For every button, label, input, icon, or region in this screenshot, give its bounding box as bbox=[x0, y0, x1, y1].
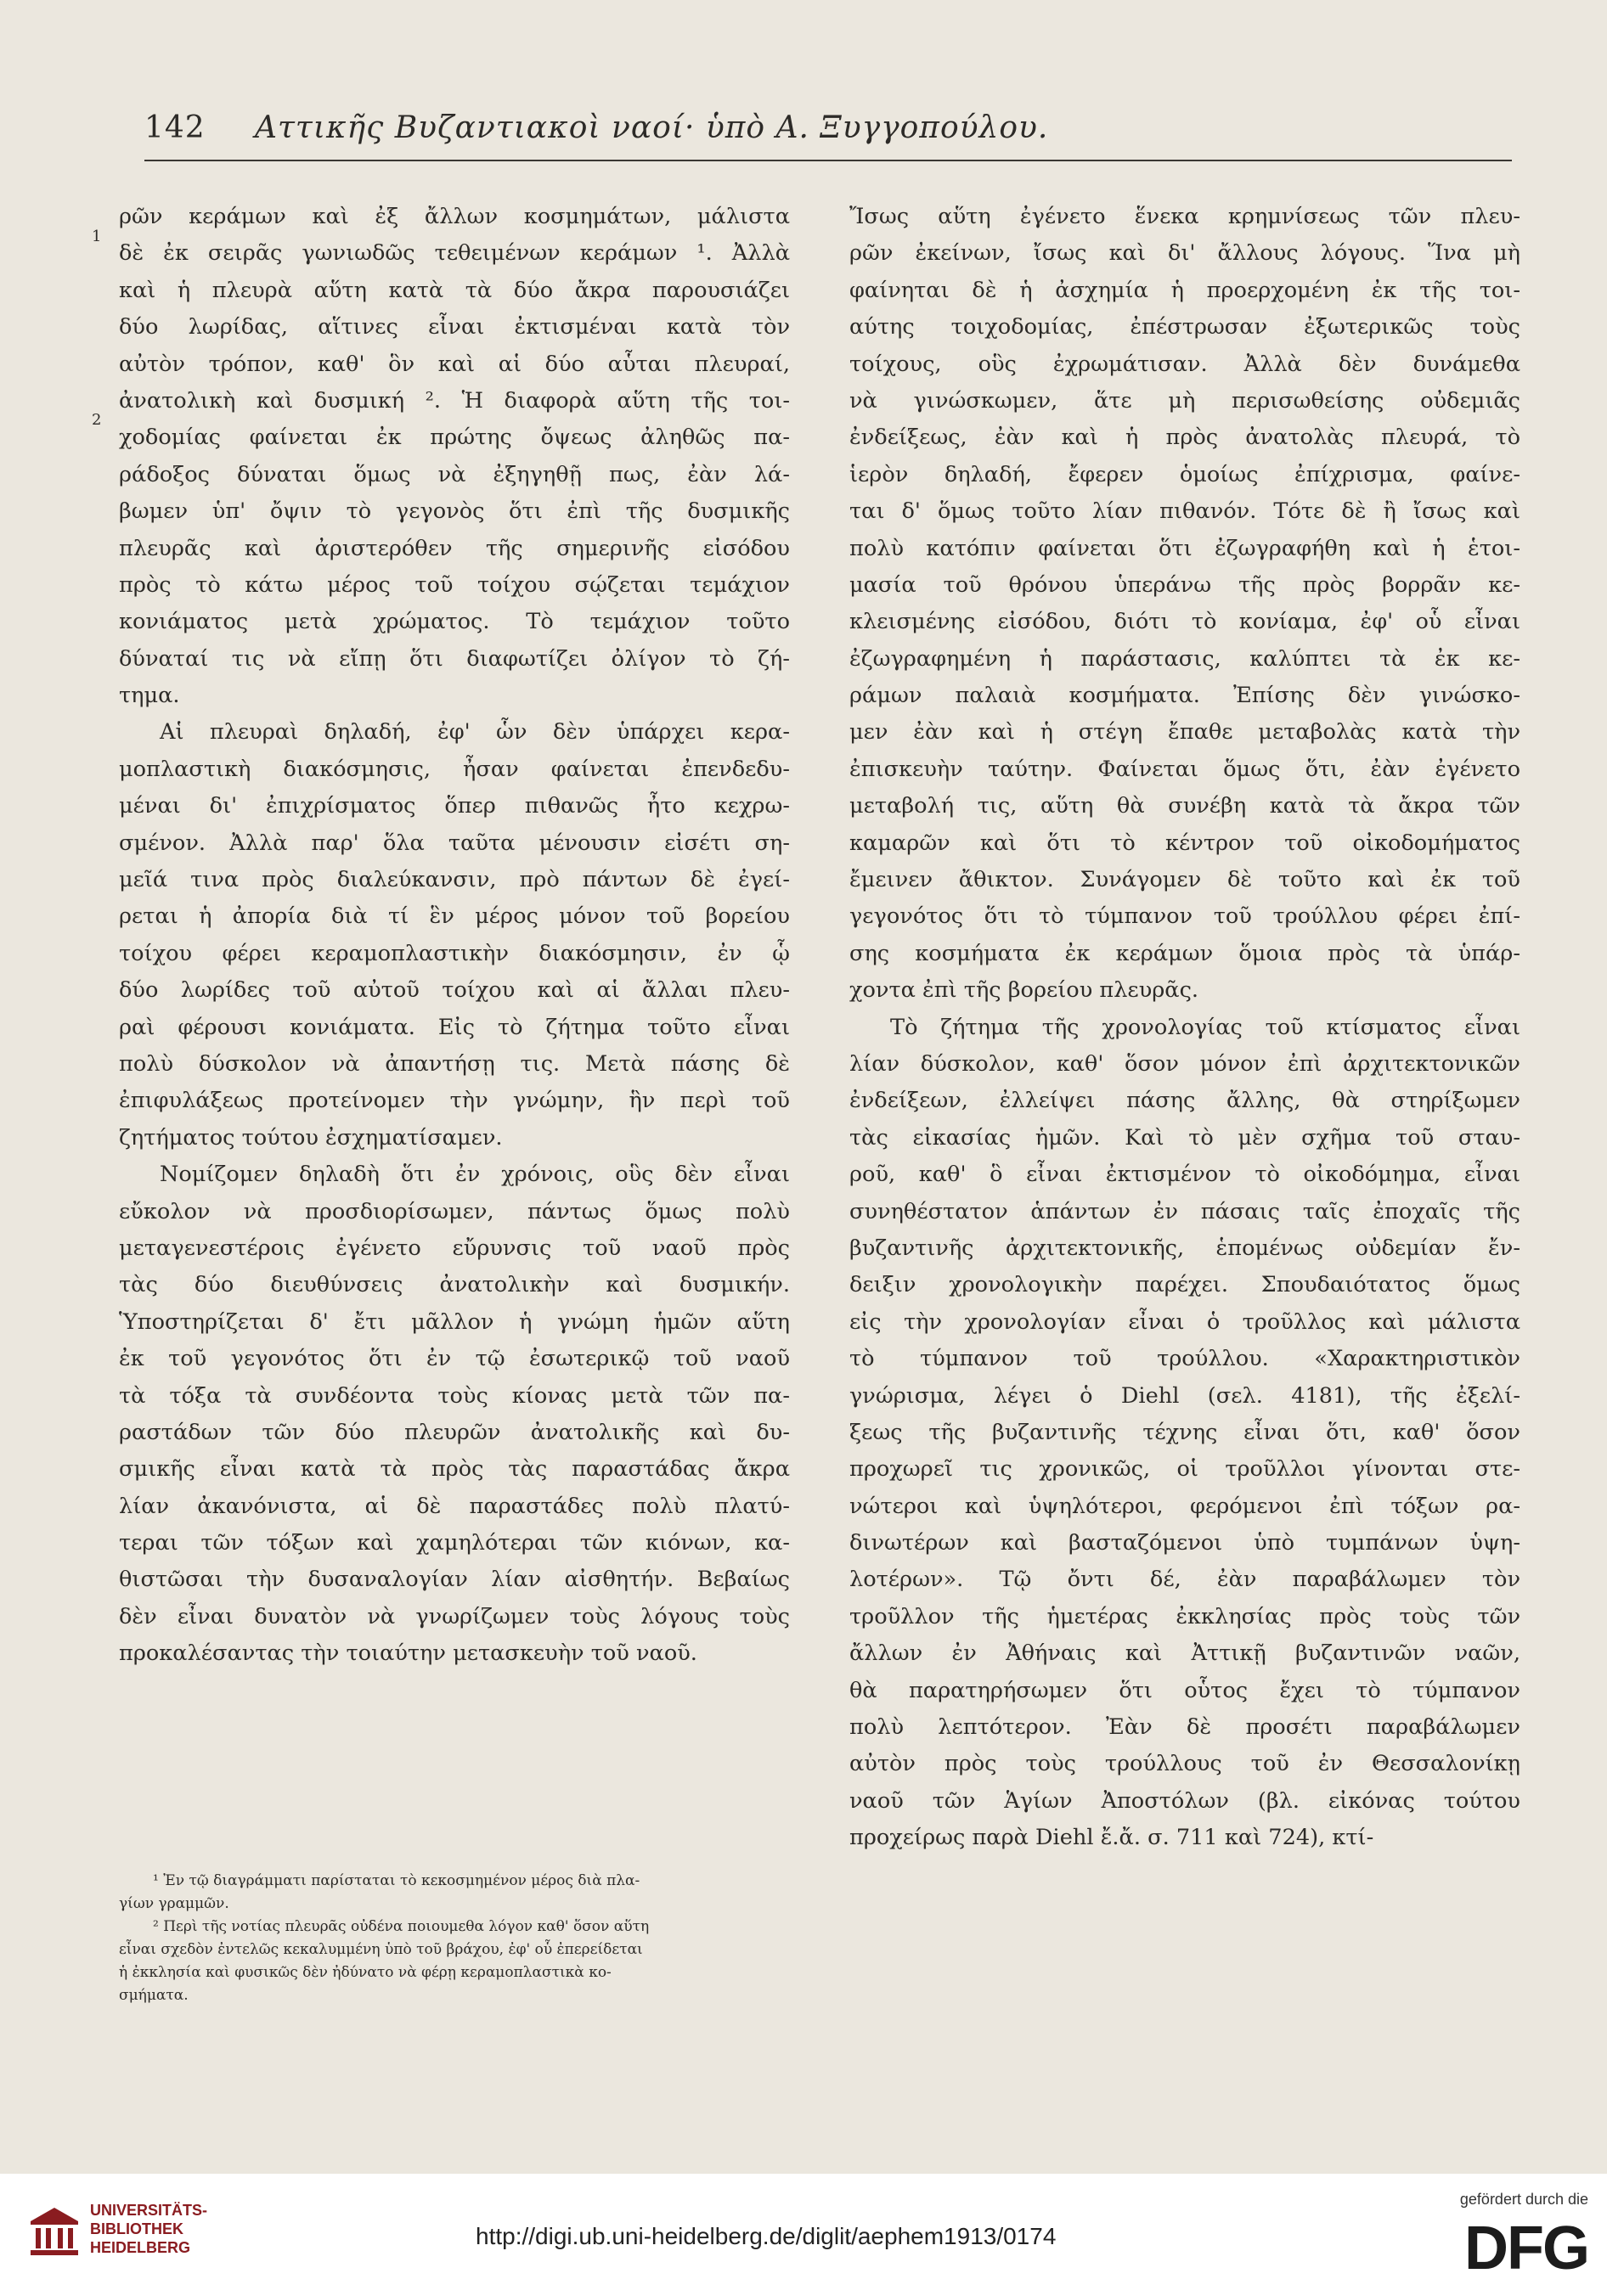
text-line: δύο λωρίδας, αἵτινες εἶναι ἐκτισμέναι κατὰ τὸν bbox=[119, 314, 790, 340]
text-line: μεν ἐὰν καὶ ἡ στέγη ἔπαθε μεταβολὰς κατὰ τὴν bbox=[849, 719, 1520, 746]
footnote-line: ἡ ἐκκλησία καὶ φυσικῶς δὲν ἠδύνατο νὰ φέρῃ κεραμοπλαστικὰ κο- bbox=[119, 1964, 612, 1981]
text-line: πολὺ δύσκολον νὰ ἀπαντήσῃ τις. Μετὰ πάσης δὲ bbox=[119, 1050, 790, 1077]
text-line: δύναταί τις νὰ εἴπῃ ὅτι διαφωτίζει ὀλίγον τὸ ζή- bbox=[119, 645, 790, 672]
university-library-logo-icon bbox=[27, 2204, 82, 2259]
text-line: ραὶ φέρουσι κονιάματα. Εἰς τὸ ζήτημα τοῦτο εἶναι bbox=[119, 1014, 790, 1040]
text-line: αὐτὸν πρὸς τοὺς τρούλλους τοῦ ἐν Θεσσαλονίκῃ bbox=[849, 1751, 1520, 1777]
page-header bbox=[144, 110, 1512, 161]
text-line: ναοῦ τῶν Ἁγίων Ἀποστόλων (βλ. εἰκόνας τούτου bbox=[849, 1787, 1520, 1814]
footnote-line: ² Περὶ τῆς νοτίας πλευρᾶς οὐδένα ποιουμεθα λόγον καθ' ὅσον αὕτη bbox=[153, 1918, 650, 1935]
text-line: πολὺ λεπτότερον. Ἐὰν δὲ προσέτι παραβάλωμεν bbox=[849, 1714, 1520, 1741]
text-line: τὰ τόξα τὰ συνδέοντα τοὺς κίονας μετὰ τῶν πα- bbox=[119, 1382, 790, 1409]
text-line: μεῖά τινα πρὸς διαλεύκανσιν, πρὸ πάντων δὲ ἐγεί- bbox=[119, 867, 790, 893]
text-line: ζητήματος τούτου ἐσχηματίσαμεν. bbox=[119, 1124, 503, 1151]
text-line: δύο λωρίδες τοῦ αὐτοῦ τοίχου καὶ αἱ ἄλλαι πλευ- bbox=[119, 977, 790, 1004]
text-line: τοίχου φέρει κεραμοπλαστικὴν διακόσμησιν, ἐν ᾧ bbox=[119, 940, 790, 966]
text-line: χοντα ἐπὶ τῆς βορείου πλευρᾶς. bbox=[849, 977, 1199, 1004]
text-line: βωμεν ὑπ' ὄψιν τὸ γεγονὸς ὅτι ἐπὶ τῆς δυσμικῆς bbox=[119, 498, 790, 525]
text-line: συνηθέστατον ἁπάντων ἐν πάσαις ταῖς ἐποχαῖς τῆς bbox=[849, 1198, 1520, 1224]
text-line: προχωρεῖ τις χρονικῶς, οἱ τροῦλλοι γίνονται στε- bbox=[849, 1456, 1520, 1483]
text-line: πλευρᾶς καὶ ἀριστερόθεν τῆς σημερινῆς εἰσόδου bbox=[119, 535, 790, 561]
margin-note-1: 1 bbox=[92, 228, 102, 245]
text-line: ἐνδείξεων, ἐλλείψει πάσης ἄλλης, θὰ στηρίξωμεν bbox=[849, 1088, 1520, 1114]
text-line: σης κοσμήματα ἐκ κεράμων ὅμοια πρὸς τὰ ὑπάρ- bbox=[849, 940, 1520, 966]
text-line: Νομίζομεν δηλαδὴ ὅτι ἐν χρόνοις, οὓς δὲν εἶναι bbox=[160, 1162, 790, 1188]
text-line: κλεισμένης εἰσόδου, διότι τὸ κονίαμα, ἐφ' οὗ εἶναι bbox=[849, 609, 1520, 635]
text-line: ράμων παλαιὰ κοσμήματα. Ἐπίσης δὲν γινώσκο- bbox=[849, 683, 1520, 709]
text-line: ἐζωγραφημένη ἡ παράστασις, καλύπτει τὰ ἐκ κε- bbox=[849, 645, 1520, 672]
text-line: προχείρως παρὰ Diehl ἔ.ἄ. σ. 711 καὶ 724), κτί- bbox=[849, 1825, 1374, 1851]
text-line: λίαν ἀκανόνιστα, αἱ δὲ παραστάδες πολὺ πλατύ- bbox=[119, 1493, 790, 1519]
text-line: νὰ γινώσκωμεν, ἅτε μὴ περισωθείσης οὐδεμιᾶς bbox=[849, 387, 1520, 414]
text-line: βυζαντινῆς ἀρχιτεκτονικῆς, ἑπομένως οὐδεμίαν ἔν- bbox=[849, 1235, 1520, 1261]
text-line: ἐπιφυλάξεως προτείνομεν τὴν γνώμην, ἣν περὶ τοῦ bbox=[119, 1088, 790, 1114]
text-line: ἔμεινεν ἄθικτον. Συνάγομεν δὲ τοῦτο καὶ ἐκ τοῦ bbox=[849, 867, 1520, 893]
permalink[interactable]: http://digi.ub.uni-heidelberg.de/diglit/aephem1913/0174 bbox=[476, 2223, 1057, 2249]
text-line: ἐκ τοῦ γεγονότος ὅτι ἐν τῷ ἐσωτερικῷ τοῦ ναοῦ bbox=[119, 1346, 790, 1372]
text-line: νώτεροι καὶ ὑψηλότεροι, φερόμενοι ἐπὶ τόξων ρα- bbox=[849, 1493, 1520, 1519]
funded-by-label: gefördert durch die bbox=[1459, 2191, 1588, 2208]
text-line: γεγονότος ὅτι τὸ τύμπανον τοῦ τρούλλου φέρει ἐπί- bbox=[849, 903, 1520, 930]
text-line: ἄλλων ἐν Ἀθήναις καὶ Ἀττικῇ βυζαντινῶν ναῶν, bbox=[849, 1640, 1520, 1667]
text-line: ρῶν ἐκείνων, ἴσως καὶ δι' ἄλλους λόγους. Ἵνα μὴ bbox=[849, 240, 1520, 267]
header-rule bbox=[144, 160, 1512, 161]
text-line: Τὸ ζήτημα τῆς χρονολογίας τοῦ κτίσματος εἶναι bbox=[890, 1014, 1520, 1040]
text-line: Αἱ πλευραὶ δηλαδή, ἐφ' ὧν δὲν ὑπάρχει κερα- bbox=[160, 719, 790, 746]
text-line: δινωτέρων καὶ βασταζόμενοι ὑπὸ τυμπάνων ὑψη- bbox=[849, 1530, 1520, 1556]
text-line: μέναι δι' ἐπιχρίσματος ὅπερ πιθανῶς ἦτο κεχρω- bbox=[119, 793, 790, 819]
text-line: ἀνατολικὴ καὶ δυσμική ². Ἡ διαφορὰ αὕτη τῆς τοι- bbox=[119, 387, 790, 414]
text-line: προκαλέσαντας τὴν τοιαύτην μετασκευὴν τοῦ ναοῦ. bbox=[119, 1640, 697, 1667]
text-line: θὰ παρατηρήσωμεν ὅτι οὗτος ἔχει τὸ τύμπανον bbox=[849, 1677, 1520, 1703]
text-line: δὲ ἐκ σειρᾶς γωνιωδῶς τεθειμένων κεράμων ¹. Ἀλλὰ bbox=[119, 240, 790, 267]
text-line: καὶ ἡ πλευρὰ αὕτη κατὰ τὰ δύο ἄκρα παρουσιάζει bbox=[119, 277, 790, 303]
text-line: ρεται ἡ ἀπορία διὰ τί ἓν μέρος μόνον τοῦ βορείου bbox=[119, 903, 790, 930]
footnote-line: εἶναι σχεδὸν ἐντελῶς κεκαλυμμένη ὑπὸ τοῦ βράχου, ἐφ' οὗ ἐπερείδεται bbox=[119, 1941, 643, 1958]
text-line: λοτέρων». Τῷ ὄντι δέ, ἐὰν παραβάλωμεν τὸν bbox=[849, 1567, 1520, 1593]
page-number: 142 bbox=[144, 110, 206, 145]
footnote-line: σμήματα. bbox=[119, 1987, 189, 2004]
text-line: ροῦ, καθ' ὃ εἶναι ἐκτισμένον τὸ οἰκοδόμημα, εἶναι bbox=[849, 1162, 1520, 1188]
text-line: λίαν δύσκολον, καθ' ὅσον μόνον ἐπὶ ἀρχιτεκτονικῶν bbox=[849, 1050, 1520, 1077]
text-line: φαίνηται δὲ ἡ ἀσχημία ἡ προερχομένη ἐκ τῆς τοι- bbox=[849, 277, 1520, 303]
text-line: σμικῆς εἶναι κατὰ τὰ πρὸς τὰς παραστάδας ἄκρα bbox=[119, 1456, 790, 1483]
text-line: τημα. bbox=[119, 683, 180, 709]
text-line: ρῶν κεράμων καὶ ἐξ ἄλλων κοσμημάτων, μάλιστα bbox=[119, 204, 790, 229]
text-line: αύτης τοιχοδομίας, ἐπέστρωσαν ἐξωτερικῶς τοὺς bbox=[849, 314, 1520, 340]
text-line: μεταβολή τις, αὕτη θὰ συνέβη κατὰ τὰ ἄκρα τῶν bbox=[849, 793, 1520, 819]
margin-note-2: 2 bbox=[92, 411, 102, 429]
text-line: μεταγενεστέροις ἐγένετο εὔρυνσις τοῦ ναοῦ πρὸς bbox=[119, 1235, 790, 1261]
text-line: μοπλαστικὴ διακόσμησις, ἦσαν φαίνεται ἐπενδεδυ- bbox=[119, 756, 790, 782]
text-line: μασία τοῦ θρόνου ὑπεράνω τῆς πρὸς βορρᾶν κε- bbox=[849, 571, 1520, 598]
library-name-line: BIBLIOTHEK bbox=[90, 2220, 183, 2237]
text-line: ἱερὸν δηλαδή, ἔφερεν ὁμοίως ἐπίχρισμα, φαίνε- bbox=[849, 461, 1520, 487]
text-line: τὰς εἰκασίας ἡμῶν. Καὶ τὸ μὲν σχῆμα τοῦ σταυ- bbox=[849, 1124, 1520, 1151]
left-column bbox=[119, 199, 790, 1673]
text-line: ἐνδείξεως, ἐὰν καὶ ἡ πρὸς ἀνατολὰς πλευρά, τὸ bbox=[849, 425, 1520, 451]
text-line: τροῦλλον τῆς ἡμετέρας ἐκκλησίας πρὸς τοὺς τῶν bbox=[849, 1603, 1520, 1629]
text-line: αὐτὸν τρόπον, καθ' ὃν καὶ αἱ δύο αὗται πλευραί, bbox=[119, 351, 790, 377]
text-line: ἐπισκευὴν ταύτην. Φαίνεται ὅμως ὅτι, ἐὰν ἐγένετο bbox=[849, 756, 1520, 782]
text-line: χοδομίας φαίνεται ἐκ πρώτης ὄψεως ἀληθῶς πα- bbox=[119, 425, 790, 451]
text-line: πολὺ κατόπιν φαίνεται ὅτι ἐζωγραφήθη καὶ ἡ ἑτοι- bbox=[849, 535, 1520, 561]
library-name-line: UNIVERSITÄTS- bbox=[90, 2202, 208, 2219]
text-line: ται δ' ὅμως τοῦτο λίαν πιθανόν. Τότε δὲ ἢ ἴσως καὶ bbox=[849, 498, 1520, 525]
text-line: ξεως τῆς βυζαντινῆς τέχνης εἶναι ὅτι, καθ' ὅσον bbox=[849, 1419, 1520, 1445]
text-line: Ὑποστηρίζεται δ' ἔτι μᾶλλον ἡ γνώμη ἡμῶν αὕτη bbox=[119, 1308, 790, 1335]
text-line: τοίχους, οὓς ἐχρωμάτισαν. Ἀλλὰ δὲν δυνάμεθα bbox=[849, 351, 1520, 377]
text-line: Ἴσως αὕτη ἐγένετο ἕνεκα κρημνίσεως τῶν πλευ- bbox=[849, 204, 1520, 229]
text-line: τεραι τῶν τόξων καὶ χαμηλότεραι τῶν κιόνων, κα- bbox=[119, 1530, 790, 1556]
text-line: τὰς δύο διευθύνσεις ἀνατολικὴν καὶ δυσμικήν. bbox=[119, 1272, 790, 1298]
text-line: ραστάδων τῶν δύο πλευρῶν ἀνατολικῆς καὶ δυ- bbox=[119, 1419, 790, 1445]
footnote-line: ¹ Ἐν τῷ διαγράμματι παρίσταται τὸ κεκοσμημένον μέρος διὰ πλα- bbox=[153, 1872, 640, 1889]
text-line: σμένον. Ἀλλὰ παρ' ὅλα ταῦτα μένουσιν εἰσέτι ση- bbox=[119, 830, 790, 856]
text-line: κονιάματος μετὰ χρώματος. Τὸ τεμάχιον τοῦτο bbox=[119, 609, 790, 635]
footer-banner bbox=[0, 2174, 1607, 2296]
text-line: θιστῶσαι τὴν δυσαναλογίαν λίαν αἰσθητήν. Βεβαίως bbox=[119, 1567, 790, 1593]
text-line: καμαρῶν καὶ ὅτι τὸ κέντρον τοῦ οἰκοδομήματος bbox=[849, 830, 1520, 856]
text-line: πρὸς τὸ κάτω μέρος τοῦ τοίχου σῴζεται τεμάχιον bbox=[119, 571, 790, 598]
text-line: τὸ τύμπανον τοῦ τρούλλου. «Χαρακτηριστικὸν bbox=[849, 1346, 1520, 1372]
library-name-line: HEIDELBERG bbox=[90, 2239, 191, 2256]
text-line: εὔκολον νὰ προσδιορίσωμεν, πάντως ὅμως πολὺ bbox=[119, 1198, 790, 1224]
library-name bbox=[90, 2201, 207, 2257]
text-line: ράδοξος δύναται ὅμως νὰ ἐξηγηθῇ πως, ἐὰν λά- bbox=[119, 461, 790, 487]
text-line: εἰς τὴν χρονολογίαν εἶναι ὁ τροῦλλος καὶ μάλιστα bbox=[849, 1308, 1520, 1335]
right-column bbox=[849, 199, 1520, 1857]
footnotes bbox=[119, 1870, 798, 2007]
dfg-logo: DFG bbox=[1464, 2214, 1588, 2282]
text-line: δειξιν χρονολογικὴν παρέχει. Σπουδαιότατος ὅμως bbox=[849, 1272, 1520, 1298]
running-title: Αττικῆς Βυζαντιακοὶ ναοί· ὑπὸ Α. Ξυγγοπούλου. bbox=[255, 110, 1049, 145]
text-line: γνώρισμα, λέγει ὁ Diehl (σελ. 4181), τῆς ἐξελί- bbox=[849, 1382, 1520, 1409]
footnote-line: γίων γραμμῶν. bbox=[119, 1895, 229, 1912]
text-line: δὲν εἶναι δυνατὸν νὰ γνωρίζωμεν τοὺς λόγους τοὺς bbox=[119, 1603, 790, 1629]
